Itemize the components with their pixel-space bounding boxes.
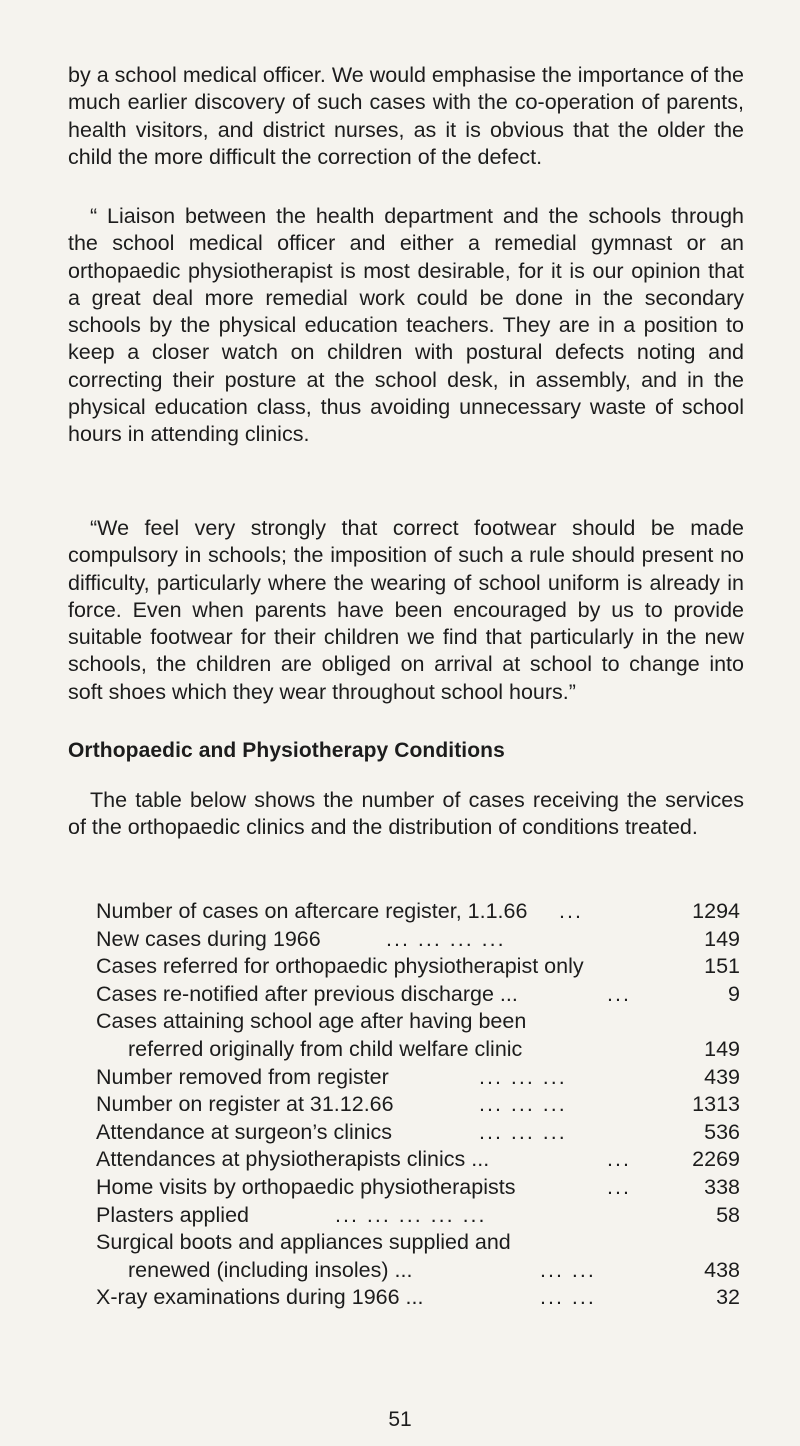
- row-label: Attendance at surgeon’s clinics: [96, 1119, 393, 1144]
- row-value: 536: [704, 1119, 740, 1144]
- table-row: [96, 981, 740, 1009]
- row-label: Number removed from register: [96, 1064, 389, 1089]
- section-heading: Orthopaedic and Physiotherapy Conditions: [68, 739, 505, 762]
- paragraph-liaison: “ Liaison between the health department and the schools through the school medical officer and either a remedial gymnast or an orthopaedic physiotherapist is most desirable, for it is our opinion that a great deal more remedial work could be done in the secondary schools by the physical education teachers. They are in a position to keep a closer watch on children with postural defects noting and correcting their posture at the school desk, in assembly, and in the physical education class, thus avoiding unnecessary waste of school hours in attending clinics.: [68, 204, 744, 447]
- row-label: Number of cases on aftercare register, 1.1.66: [96, 899, 528, 923]
- table-row: [96, 1119, 740, 1147]
- statistics-table: [96, 898, 740, 1312]
- page-number: 51: [388, 1408, 412, 1431]
- leader-dots: ... ... ... ...: [386, 926, 506, 951]
- row-label: Number on register at 31.12.66: [96, 1092, 394, 1117]
- table-row: [96, 1229, 740, 1257]
- leader-dots: ...: [607, 1174, 631, 1199]
- table-row: [96, 953, 740, 981]
- leader-dots: ...: [607, 1147, 631, 1172]
- table-row: [96, 1091, 740, 1119]
- table-row: [96, 1284, 740, 1312]
- row-label: Plasters applied: [96, 1202, 249, 1227]
- row-label: Cases referred for orthopaedic physiotherapist only: [96, 954, 584, 979]
- row-value: 9: [728, 981, 740, 1006]
- row-value: 1294: [692, 899, 740, 923]
- paragraph-continuation: by a school medical officer. We would emphasise the importance of the much earlier discovery of such cases with the co-operation of parents, health visitors, and district nurses, as it is obvious that the older the child the more difficult the correction of the defect.: [68, 63, 744, 169]
- row-label: Cases re-notified after previous discharge ...: [96, 981, 518, 1006]
- row-label-continuation: renewed (including insoles) ...: [128, 1257, 413, 1282]
- leader-dots: ...: [559, 899, 583, 923]
- row-label: New cases during 1966: [96, 926, 321, 951]
- table-row-continuation: [96, 1036, 740, 1064]
- row-value: 149: [704, 1036, 740, 1061]
- leader-dots: ... ...: [540, 1257, 596, 1282]
- leader-dots: ... ... ...: [479, 1119, 567, 1144]
- row-value: 439: [704, 1064, 740, 1089]
- row-label: Home visits by orthopaedic physiotherapists: [96, 1174, 516, 1199]
- row-label-continuation: referred originally from child welfare clinic: [128, 1036, 523, 1061]
- section-intro: The table below shows the number of cases receiving the services of the orthopaedic clinics and the distribution of conditions treated.: [68, 788, 744, 840]
- row-label: X-ray examinations during 1966 ...: [96, 1285, 424, 1310]
- table-row: [96, 1008, 740, 1036]
- paragraph-footwear: “We feel very strongly that correct footwear should be made compulsory in schools; the imposition of such a rule should present no difficulty, particularly where the wearing of school uniform is already in force. Even when parents have been encouraged by us to provide suitable footwear for their children we find that particularly in the new schools, the children are obliged on arrival at school to change into soft shoes which they wear throughout school hours.”: [68, 516, 744, 704]
- row-value: 338: [704, 1174, 740, 1199]
- row-value: 1313: [692, 1092, 740, 1117]
- leader-dots: ...: [607, 981, 631, 1006]
- table-row: [96, 1202, 740, 1230]
- row-value: 32: [716, 1285, 740, 1310]
- table-row: [96, 898, 740, 926]
- leader-dots: ... ... ...: [479, 1092, 567, 1117]
- leader-dots: ... ... ...: [479, 1064, 567, 1089]
- row-label: Attendances at physiotherapists clinics ...: [96, 1147, 490, 1172]
- row-label: Cases attaining school age after having been: [96, 1009, 527, 1034]
- table-row: [96, 926, 740, 954]
- table-row: [96, 1174, 740, 1202]
- row-value: 151: [704, 954, 740, 979]
- table-row: [96, 1146, 740, 1174]
- leader-dots: ... ...: [540, 1285, 596, 1310]
- row-value: 2269: [692, 1147, 740, 1172]
- leader-dots: ... ... ... ... ...: [335, 1202, 487, 1227]
- row-value: 58: [716, 1202, 740, 1227]
- table-row-continuation: [96, 1257, 740, 1285]
- row-label: Surgical boots and appliances supplied and: [96, 1230, 511, 1255]
- table-row: [96, 1064, 740, 1092]
- row-value: 149: [704, 926, 740, 951]
- row-value: 438: [704, 1257, 740, 1282]
